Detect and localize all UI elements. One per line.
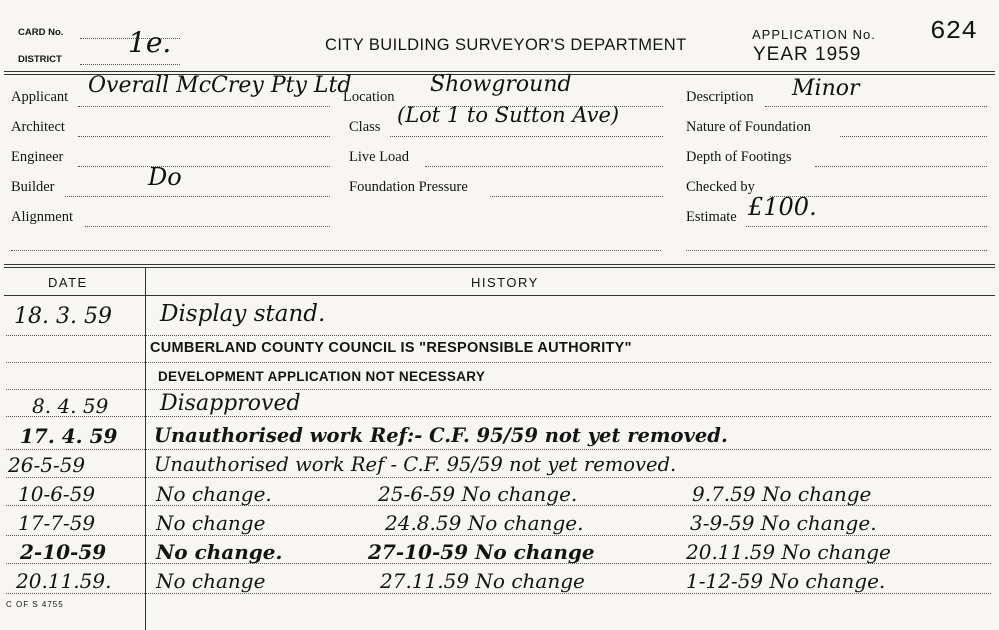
form-code: C OF S 4755 (6, 600, 64, 609)
nature-label: Nature of Foundation (686, 119, 811, 135)
district-line (80, 64, 180, 65)
applicant-line (78, 106, 330, 107)
history-date: 26-5-59 (8, 453, 86, 477)
application-label: APPLICATION No. (752, 27, 876, 42)
history-entry: No change (156, 569, 266, 593)
depth-label: Depth of Footings (686, 149, 792, 165)
nature-line (840, 136, 987, 137)
history-entry: 20.11.59 No change (686, 540, 891, 564)
architect-label: Architect (11, 119, 65, 135)
builder-label: Builder (11, 179, 55, 195)
extra-line (11, 250, 661, 251)
history-entry: No change. (156, 540, 283, 564)
date-header: DATE (48, 275, 88, 290)
estimate-label: Estimate (686, 209, 737, 225)
description-label: Description (686, 89, 754, 105)
responsible-authority-stamp: CUMBERLAND COUNTY COUNCIL IS "RESPONSIBLE AUTHORITY" (150, 340, 632, 356)
engineer-label: Engineer (11, 149, 64, 165)
application-number: 624 (930, 16, 977, 46)
header-underline (4, 295, 995, 296)
estimate-value: £100. (748, 193, 817, 221)
builder-line (65, 196, 330, 197)
history-entry: Disapproved (160, 391, 301, 416)
history-entry: 25-6-59 No change. (378, 482, 578, 506)
history-rule (4, 264, 995, 265)
class-value: (Lot 1 to Sutton Ave) (397, 103, 620, 127)
alignment-label: Alignment (11, 209, 74, 225)
description-line (765, 106, 987, 107)
development-application-stamp: DEVELOPMENT APPLICATION NOT NECESSARY (158, 369, 486, 384)
applicant-value: Overall McCrey Pty Ltd (88, 73, 352, 98)
history-entry: 24.8.59 No change. (385, 511, 584, 535)
architect-line (78, 136, 330, 137)
district-label: DISTRICT (18, 54, 62, 65)
history-entry: 27-10-59 No change (368, 540, 595, 564)
class-label: Class (349, 119, 381, 135)
history-date: 2-10-59 (20, 540, 107, 564)
history-entry: 27.11.59 No change (380, 569, 585, 593)
live-load-label: Live Load (349, 149, 409, 165)
alignment-line (85, 226, 330, 227)
history-entry: No change (156, 511, 266, 535)
district-value: 1e. (128, 26, 172, 59)
history-entry: Unauthorised work Ref - C.F. 95/59 not yet removed. (154, 453, 677, 476)
history-date: 10-6-59 (18, 482, 96, 506)
class-line (390, 136, 663, 137)
history-date: 20.11.59. (16, 569, 112, 593)
history-date: 17-7-59 (18, 511, 96, 535)
foundation-pressure-label: Foundation Pressure (349, 179, 468, 195)
depth-line (815, 166, 987, 167)
engineer-line (78, 166, 330, 167)
applicant-label: Applicant (11, 89, 69, 105)
live-load-line (425, 166, 663, 167)
history-header: HISTORY (471, 275, 539, 290)
location-label: Location (343, 89, 395, 105)
history-rule-2 (4, 267, 995, 268)
history-entry: Display stand. (160, 301, 326, 327)
location-value: Showground (430, 72, 572, 97)
history-date: 8. 4. 59 (32, 394, 109, 418)
description-value: Minor (792, 76, 860, 101)
department-title: CITY BUILDING SURVEYOR'S DEPARTMENT (325, 36, 687, 54)
history-entry: 3-9-59 No change. (690, 511, 877, 535)
history-entry: 9.7.59 No change (692, 482, 872, 506)
foundation-pressure-line (490, 196, 663, 197)
history-entry: No change. (156, 482, 272, 506)
history-entry: Unauthorised work Ref:- C.F. 95/59 not yet removed. (154, 424, 728, 447)
year: YEAR 1959 (753, 44, 862, 65)
card-no-label: CARD No. (18, 27, 64, 38)
extra-line-right (686, 250, 987, 251)
history-entry: 1-12-59 No change. (686, 569, 886, 593)
estimate-line (746, 226, 987, 227)
history-date: 17. 4. 59 (20, 424, 118, 448)
history-date: 18. 3. 59 (14, 304, 112, 329)
checked-label: Checked by (686, 179, 755, 195)
builder-value: Do (148, 163, 182, 191)
